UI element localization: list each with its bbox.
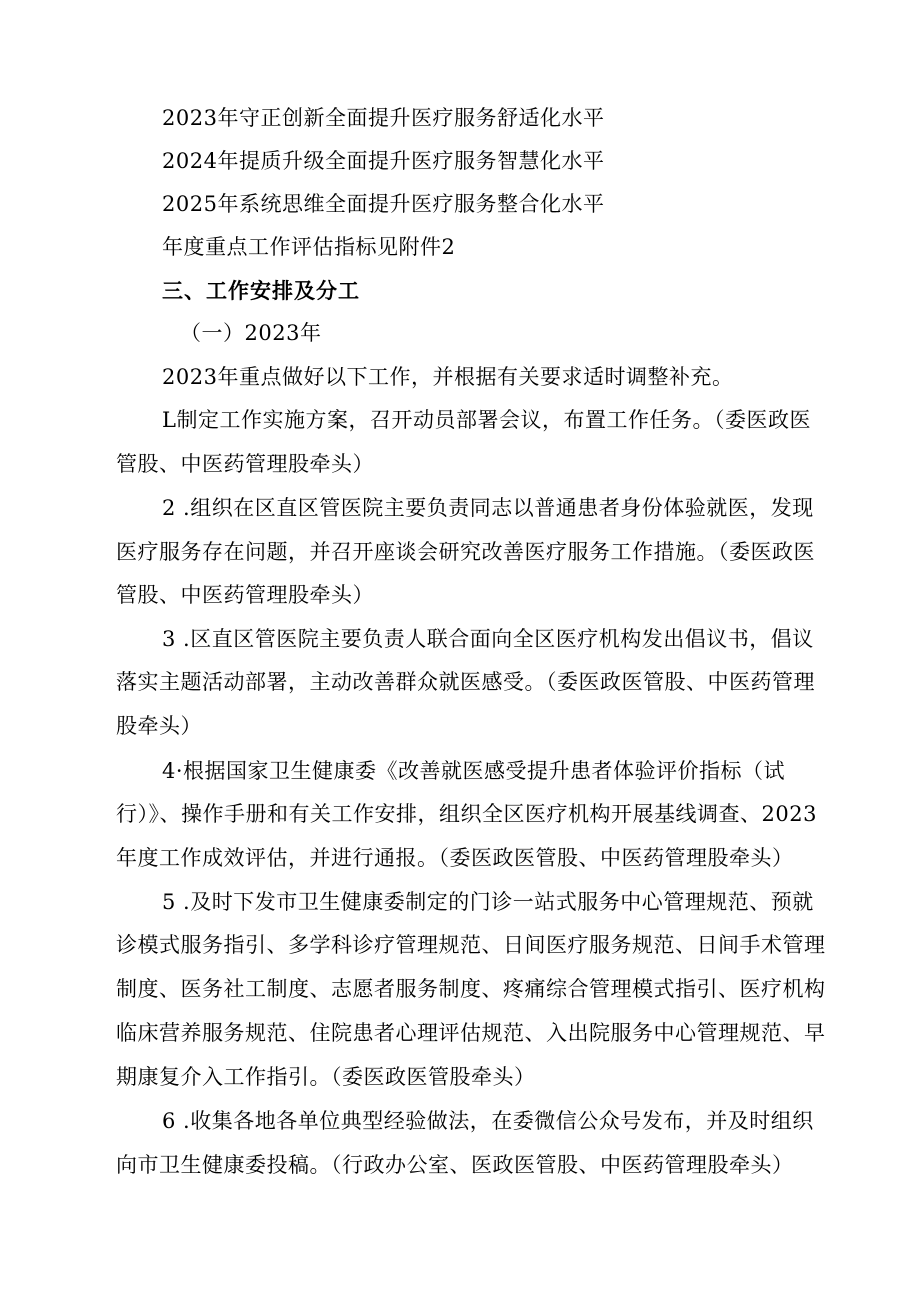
item-5-line-3: 制度、医务社工制度、志愿者服务制度、疼痛综合管理模式指引、医疗机构	[116, 977, 826, 1001]
item-3-line-1: 3 .区直区管医院主要负责人联合面向全区医疗机构发出倡议书，倡议	[162, 627, 814, 651]
item-4-line-1: 4·根据国家卫生健康委《改善就医感受提升患者体验评价指标（试	[162, 759, 786, 783]
item-4-line-2: 行）》、操作手册和有关工作安排，组织全区医疗机构开展基线调查、2023	[116, 802, 817, 826]
item-4-line-3: 年度工作成效评估，并进行通报。（委医政医管股、中医药管理股牵头）	[116, 846, 794, 870]
item-2-line-1: 2 .组织在区直区管医院主要负责同志以普通患者身份体验就医，发现	[162, 496, 814, 520]
item-6-line-1: 6 .收集各地各单位典型经验做法，在委微信公众号发布，并及时组织	[162, 1109, 814, 1133]
item-3-line-3: 股牵头）	[116, 714, 202, 738]
item-5-line-4: 临床营养服务规范、住院患者心理评估规范、入出院服务中心管理规范、早	[116, 1021, 826, 1045]
appendix-note: 年度重点工作评估指标见附件2	[162, 235, 456, 259]
item-5-line-2: 诊模式服务指引、多学科诊疗管理规范、日间医疗服务规范、日间手术管理	[116, 933, 826, 957]
item-1-line-2: 管股、中医药管理股牵头）	[116, 452, 374, 476]
item-6-line-2: 向市卫生健康委投稿。（行政办公室、医政医管股、中医药管理股牵头）	[116, 1153, 794, 1177]
goal-line-2024: 2024年提质升级全面提升医疗服务智慧化水平	[162, 149, 605, 173]
section-heading: 三、工作安排及分工	[162, 279, 360, 303]
subsection-heading: （一）2023年	[180, 321, 322, 345]
item-3-line-2: 落实主题活动部署，主动改善群众就医感受。（委医政医管股、中医药管理	[116, 670, 815, 694]
goal-line-2023: 2023年守正创新全面提升医疗服务舒适化水平	[162, 106, 605, 130]
item-2-line-2: 医疗服务存在问题，并召开座谈会研究改善医疗服务工作措施。（委医政医	[116, 540, 815, 564]
item-2-line-3: 管股、中医药管理股牵头）	[116, 583, 374, 607]
item-1-line-1: L制定工作实施方案，召开动员部署会议，布置工作任务。（委医政医	[162, 408, 811, 432]
intro-paragraph: 2023年重点做好以下工作，并根据有关要求适时调整补充。	[162, 365, 734, 389]
goal-line-2025: 2025年系统思维全面提升医疗服务整合化水平	[162, 192, 605, 216]
item-5-line-1: 5 .及时下发市卫生健康委制定的门诊一站式服务中心管理规范、预就	[162, 890, 814, 914]
item-5-line-5: 期康复介入工作指引。（委医政医管股牵头）	[116, 1065, 536, 1089]
